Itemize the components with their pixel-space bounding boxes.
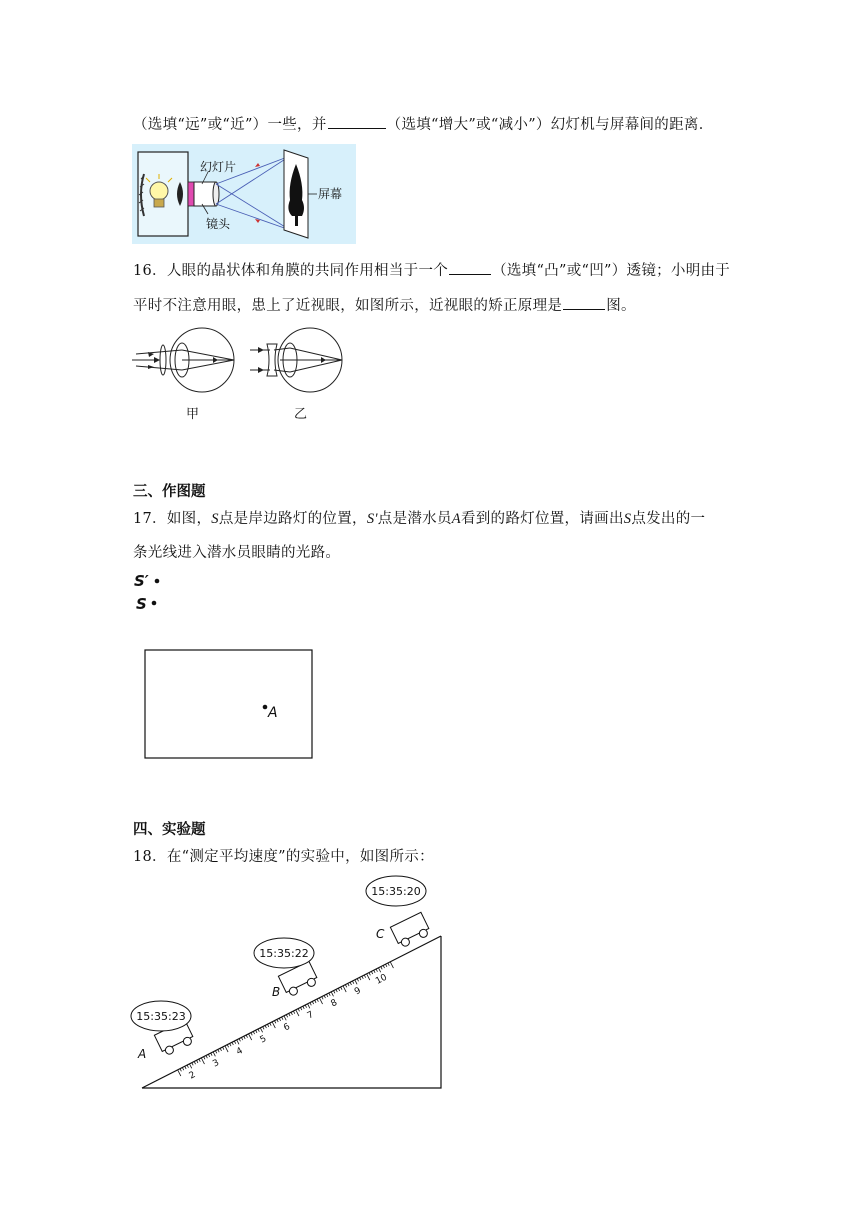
ruler-tick: [289, 1013, 290, 1016]
ruler-tick: [312, 1001, 313, 1004]
ruler-tick: [284, 1016, 286, 1020]
q16-blank-1: [449, 260, 491, 275]
label-jia: 甲: [186, 407, 200, 422]
label-s: S: [136, 595, 147, 613]
ruler-tick: [348, 983, 349, 986]
ruler-tick: [334, 991, 335, 994]
ruler-tick: [310, 1003, 311, 1006]
eye-figures: [130, 326, 350, 426]
water-box: [145, 650, 312, 758]
ruler-tick: [293, 1011, 294, 1014]
ruler-number: 2: [187, 1070, 198, 1082]
ruler-tick: [251, 1033, 252, 1036]
ruler-tick: [305, 1005, 306, 1008]
ruler-tick: [336, 989, 337, 992]
label-pos-a: A: [138, 1047, 147, 1061]
ruler-tick: [253, 1031, 254, 1034]
ruler-tick: [303, 1006, 304, 1009]
q16-text-1b: （选填“凸”或“凹”）透镜；小明由于: [492, 263, 731, 279]
q16-text-2b: 图。: [606, 298, 636, 314]
ruler-tick: [239, 1039, 240, 1042]
label-yi: 乙: [294, 407, 308, 422]
ruler-tick: [206, 1055, 207, 1058]
q15-text-line: [133, 113, 714, 134]
q16-line-2: [133, 294, 636, 315]
ruler-tick: [230, 1043, 231, 1046]
ruler-tick: [319, 998, 322, 1004]
ruler-tick: [265, 1025, 266, 1028]
eye-jia: [132, 328, 234, 392]
ruler-tick: [275, 1021, 276, 1024]
ruler-tick: [182, 1067, 183, 1070]
ruler-tick: [178, 1070, 181, 1076]
ruler-tick: [244, 1036, 245, 1039]
ruler-tick: [376, 969, 377, 972]
ruler-tick: [378, 968, 380, 972]
ruler-tick: [282, 1017, 283, 1020]
ruler-tick: [267, 1024, 268, 1027]
q17-s-2: S: [623, 511, 632, 527]
ruler-tick: [201, 1058, 204, 1064]
ruler-tick: [338, 988, 339, 991]
ruler-tick: [369, 973, 370, 976]
ruler-tick: [326, 994, 327, 997]
ruler-tick: [225, 1046, 228, 1052]
q17-line-2: [133, 541, 340, 562]
ruler-tick: [329, 993, 330, 996]
ruler-tick: [204, 1057, 205, 1060]
q16-text-1a: 16．人眼的晶状体和角膜的共同作用相当于一个: [133, 263, 449, 279]
ruler-tick: [256, 1030, 257, 1033]
label-slide: 幻灯片: [200, 160, 237, 174]
ruler-tick: [189, 1064, 191, 1068]
ruler-tick: [260, 1028, 262, 1032]
ruler-number: 9: [353, 985, 363, 998]
ruler-tick: [343, 986, 346, 992]
ruler-tick: [220, 1048, 221, 1051]
label-a: A: [268, 705, 278, 721]
ruler-tick: [232, 1042, 233, 1045]
diver-figure: [130, 566, 330, 762]
ruler-tick: [388, 963, 389, 966]
incline-figure: [128, 872, 448, 1094]
ruler-tick: [383, 965, 384, 968]
point-s: [152, 601, 157, 606]
ruler-tick: [308, 1004, 310, 1008]
ruler-tick: [194, 1061, 195, 1064]
ruler-tick: [341, 987, 342, 990]
q17-text-2: 条光线进入潜水员眼睛的光路。: [133, 545, 341, 561]
q17-text-1d: 看到的路灯位置，请画出: [460, 511, 624, 527]
ruler-tick: [355, 980, 357, 984]
label-lens: 镜头: [206, 217, 231, 231]
q17-a: A: [451, 511, 461, 527]
ruler-tick: [386, 964, 387, 967]
ruler-tick: [291, 1012, 292, 1015]
ruler-number: 3: [211, 1058, 221, 1070]
ruler-tick: [249, 1034, 252, 1040]
ruler-tick: [298, 1009, 299, 1012]
eye-yi: [250, 328, 342, 392]
point-s-prime: [155, 579, 160, 584]
ruler-number: 5: [258, 1033, 269, 1046]
q17-line-1: [133, 507, 705, 528]
ruler-tick: [277, 1019, 278, 1022]
ruler-tick: [263, 1027, 264, 1030]
ruler-tick: [322, 997, 323, 1000]
ruler-tick: [211, 1053, 212, 1056]
q18-line-1: [133, 845, 434, 866]
section-3-title: 三、作图题: [133, 484, 206, 500]
label-pos-c: C: [376, 927, 385, 941]
ruler-tick: [208, 1054, 209, 1057]
q17-s-1: S: [211, 511, 219, 527]
ruler-number: 6: [282, 1021, 292, 1034]
ruler-tick: [215, 1051, 216, 1054]
ruler-number: 4: [234, 1045, 245, 1058]
q15-blank: [328, 114, 386, 129]
ruler-tick: [352, 981, 353, 984]
ruler-tick: [324, 995, 325, 998]
ruler-tick: [234, 1041, 235, 1044]
ruler-tick: [272, 1022, 275, 1028]
ruler-tick: [180, 1069, 181, 1072]
ruler-tick: [331, 992, 333, 996]
point-a: [263, 705, 268, 710]
ruler-tick: [381, 967, 382, 970]
ruler-tick: [374, 970, 375, 973]
ruler-number: 8: [329, 997, 340, 1010]
q16-text-2a: 平时不注意用眼，患上了近视眼，如图所示，近视眼的矫正原理是: [133, 298, 563, 314]
q17-text-1a: 17．如图，: [133, 511, 212, 527]
ruler-tick: [367, 974, 370, 980]
ruler-tick: [364, 975, 365, 978]
q15-text-b: （选填“增大”或“减小”）幻灯机与屏幕间的距离．: [386, 117, 714, 133]
ruler-tick: [187, 1065, 188, 1068]
q17-sprime: S': [366, 511, 378, 527]
ruler-tick: [237, 1040, 239, 1044]
ruler-tick: [197, 1060, 198, 1063]
ruler-tick: [286, 1015, 287, 1018]
ruler-tick: [317, 999, 318, 1002]
ruler-tick: [371, 971, 372, 974]
ruler-tick: [185, 1066, 186, 1069]
ruler-tick: [362, 976, 363, 979]
ruler-number: 10: [374, 972, 389, 987]
ruler-tick: [315, 1000, 316, 1003]
clock-a-time: 15:35:23: [136, 1010, 186, 1023]
clock-c-time: 15:35:20: [371, 885, 421, 898]
label-s-prime: S′: [134, 572, 149, 590]
q17-text-1e: 点发出的一: [631, 511, 706, 527]
ruler-tick: [350, 982, 351, 985]
ruler-tick: [300, 1007, 301, 1010]
ruler-tick: [270, 1023, 271, 1026]
section-4-title: 四、实验题: [133, 822, 206, 838]
ruler-tick: [296, 1010, 299, 1016]
ruler-tick: [199, 1059, 200, 1062]
ruler-tick: [390, 962, 393, 968]
ruler-tick: [218, 1049, 219, 1052]
q15-text-a: （选填“远”或“近”）一些，并: [133, 117, 327, 133]
projector-figure: [132, 144, 356, 244]
q16-blank-2: [563, 295, 605, 310]
ruler-tick: [357, 979, 358, 982]
ruler-tick: [213, 1052, 215, 1056]
ruler-tick: [223, 1047, 224, 1050]
q16-line-1: [133, 259, 730, 280]
q17-text-1b: 点是岸边路灯的位置，: [218, 511, 367, 527]
ruler-number: 7: [305, 1009, 316, 1022]
ruler-tick: [192, 1063, 193, 1066]
ruler-tick: [360, 977, 361, 980]
clock-b-time: 15:35:22: [259, 947, 309, 960]
ruler-tick: [241, 1037, 242, 1040]
ruler-tick: [345, 985, 346, 988]
ruler-tick: [258, 1029, 259, 1032]
q17-text-1c: 点是潜水员: [377, 511, 452, 527]
label-screen: 屏幕: [318, 187, 343, 201]
ruler-tick: [279, 1018, 280, 1021]
label-pos-b: B: [272, 985, 281, 999]
ruler-tick: [246, 1035, 247, 1038]
ruler-tick: [227, 1045, 228, 1048]
q18-text-1: 18．在“测定平均速度”的实验中，如图所示：: [133, 849, 434, 865]
